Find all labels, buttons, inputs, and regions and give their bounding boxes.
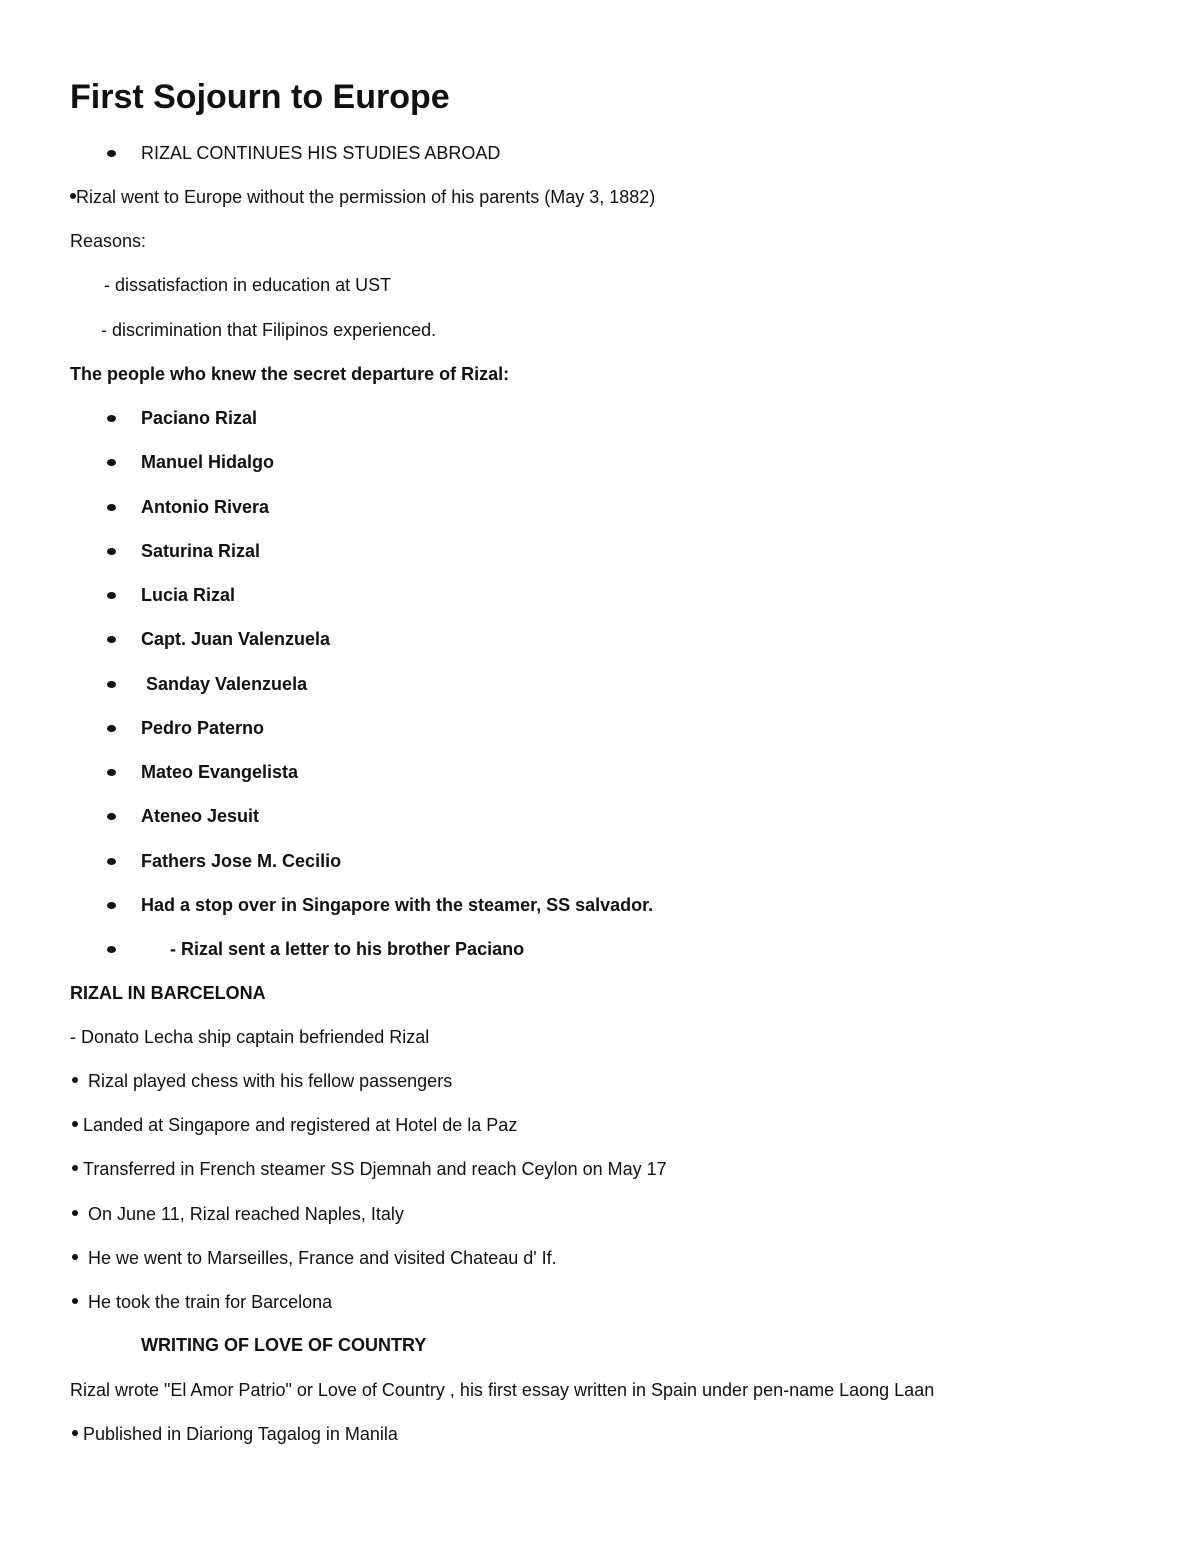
- reason-item: - discrimination that Filipinos experienced.: [101, 320, 437, 340]
- person-item: - Rizal sent a letter to his brother Paciano: [170, 939, 525, 959]
- barcelona-item: [72, 1158, 667, 1180]
- barcelona-item-text: He took the train for Barcelona: [88, 1292, 333, 1312]
- barcelona-heading: RIZAL IN BARCELONA: [70, 983, 266, 1003]
- bullet-icon: [72, 1077, 78, 1083]
- published-line: [72, 1423, 398, 1445]
- barcelona-item: [72, 1203, 404, 1225]
- bullet-icon: [107, 946, 116, 953]
- departure-line: [70, 186, 655, 208]
- person-item: Manuel Hidalgo: [141, 452, 275, 472]
- bullet-icon: [107, 415, 116, 422]
- reason-item: - dissatisfaction in education at UST: [104, 275, 392, 295]
- published-text: Published in Diariong Tagalog in Manila: [83, 1424, 398, 1444]
- lecha-line: - Donato Lecha ship captain befriended Rizal: [70, 1027, 430, 1047]
- bullet-icon: [72, 1254, 78, 1260]
- bullet-icon: [72, 1298, 78, 1304]
- person-item: Lucia Rizal: [141, 585, 236, 605]
- page-title: First Sojourn to Europe: [70, 78, 450, 116]
- person-item: Had a stop over in Singapore with the steamer, SS salvador.: [141, 895, 654, 915]
- bullet-icon: [107, 459, 116, 466]
- person-item: Capt. Juan Valenzuela: [141, 629, 331, 649]
- person-item: Saturina Rizal: [141, 541, 261, 561]
- bullet-icon: [107, 150, 116, 157]
- barcelona-item: [72, 1247, 557, 1269]
- bullet-icon: [107, 592, 116, 599]
- bullet-icon: [107, 902, 116, 909]
- bullet-icon: [72, 1210, 78, 1216]
- person-item: Fathers Jose M. Cecilio: [141, 851, 342, 871]
- barcelona-item-text: Rizal played chess with his fellow passengers: [88, 1071, 453, 1091]
- bullet-icon: [107, 858, 116, 865]
- bullet-icon: [107, 813, 116, 820]
- bullet-icon: [107, 681, 116, 688]
- barcelona-item: [72, 1291, 332, 1313]
- barcelona-item-text: Landed at Singapore and registered at Hotel de la Paz: [83, 1115, 518, 1135]
- barcelona-item-text: He we went to Marseilles, France and visited Chateau d' If.: [88, 1248, 557, 1268]
- bullet-icon: [72, 1165, 78, 1171]
- person-item: Ateneo Jesuit: [141, 806, 260, 826]
- barcelona-item-text: Transferred in French steamer SS Djemnah and reach Ceylon on May 17: [83, 1159, 667, 1179]
- bullet-icon: [107, 548, 116, 555]
- barcelona-item: [72, 1114, 517, 1136]
- love-of-country-paragraph: Rizal wrote "El Amor Patrio" or Love of Country , his first essay written in Spain under pen-name Laong Laan: [70, 1380, 935, 1400]
- people-heading: The people who knew the secret departure of Rizal:: [70, 364, 510, 384]
- barcelona-item: [72, 1070, 452, 1092]
- person-item: Sanday Valenzuela: [146, 674, 308, 694]
- person-item: Pedro Paterno: [141, 718, 265, 738]
- bullet-icon: [72, 1430, 78, 1436]
- person-item: Antonio Rivera: [141, 497, 270, 517]
- intro-bullet: RIZAL CONTINUES HIS STUDIES ABROAD: [141, 143, 501, 163]
- person-item: Mateo Evangelista: [141, 762, 299, 782]
- bullet-icon: [107, 504, 116, 511]
- love-of-country-heading: WRITING OF LOVE OF COUNTRY: [141, 1335, 427, 1355]
- bullet-icon: [107, 769, 116, 776]
- bullet-icon: [107, 636, 116, 643]
- person-item: Paciano Rizal: [141, 408, 258, 428]
- bullet-icon: [72, 1121, 78, 1127]
- bullet-icon: [107, 725, 116, 732]
- departure-text: Rizal went to Europe without the permission of his parents (May 3, 1882): [76, 187, 656, 207]
- reasons-label: Reasons:: [70, 231, 147, 251]
- barcelona-item-text: On June 11, Rizal reached Naples, Italy: [88, 1204, 404, 1224]
